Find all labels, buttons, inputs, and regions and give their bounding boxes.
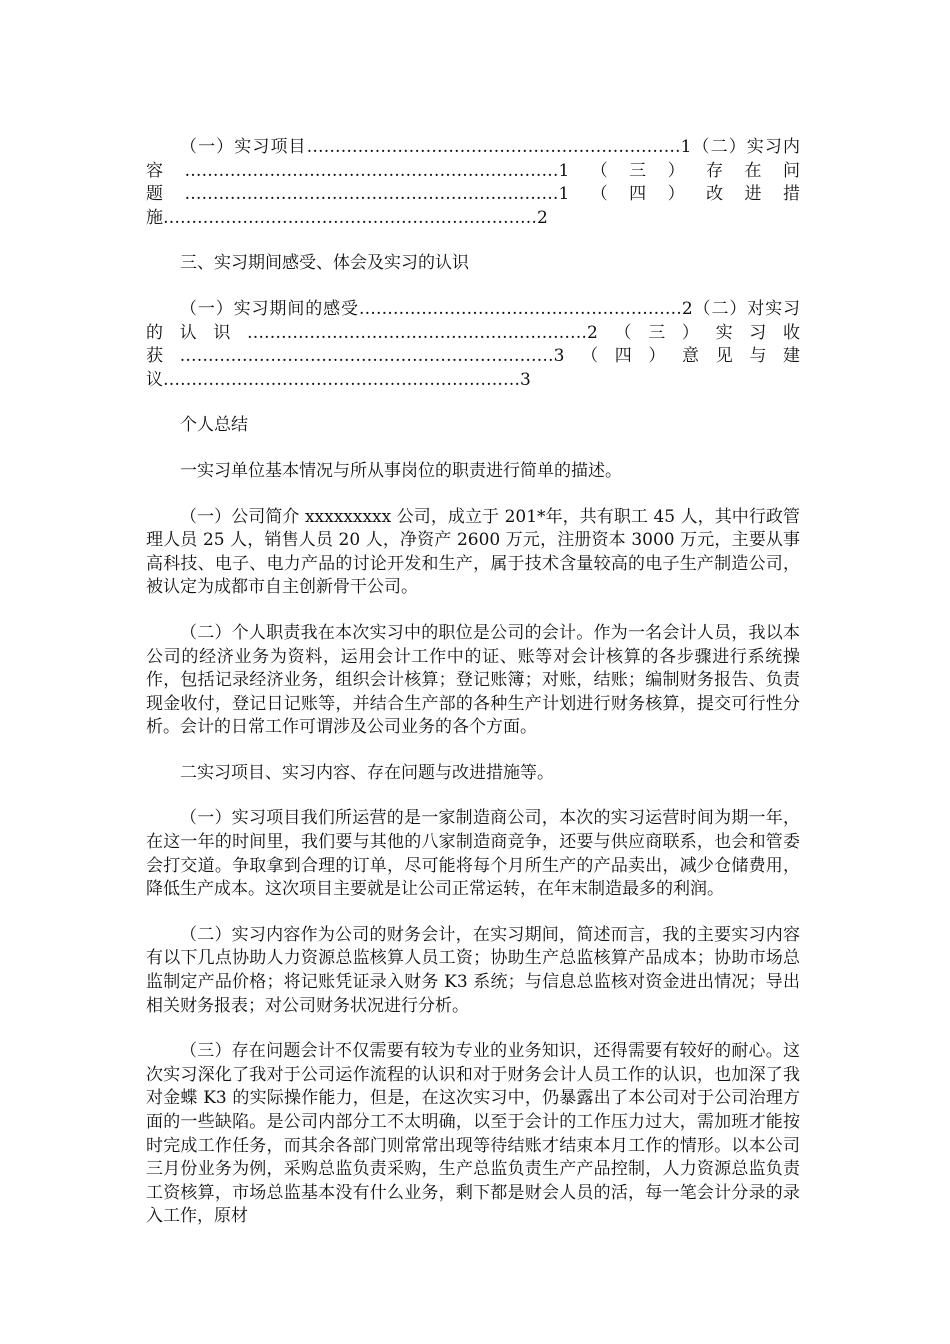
toc-heading-3: 三、实习期间感受、体会及实习的认识	[180, 253, 469, 274]
paragraph-problems: （三）存在问题会计不仅需要有较为专业的业务知识，还得需要有较好的耐心。这次实习深化了我对于公司运作流程的认识和对于财务会计人员工作的认识，也加深了我对金蝶 K3 的实际操作能力，但是，在这次实习中，仍暴露出了本公司对于公司治理方面的一些缺陷。是公司内部分工不太明确，以至于会计的工作压力过大，需加班才能按时完成工作任务，而其余各部门则常常出现等待结账才结束本月工作的情形。以本公司三月份业务为例，采购总监负责采购，生产总监负责生产产品控制，人力资源总监负责工资核算，市场总监基本没有什么业务，剩下都是财会人员的活，每一笔会计分录的录入工作，原材	[146, 1041, 800, 1227]
section-2-heading: 二实习项目、实习内容、存在问题与改进措施等。	[180, 762, 554, 783]
paragraph-project: （一）实习项目我们所运营的是一家制造商公司，本次的实习运营时间为期一年，在这一年的时间里，我们要与其他的八家制造商竞争，还要与供应商联系，也会和管委会打交道。争取拿到合理的订单，尽可能将每个月所生产的产品卖出，减少仓储费用，降低生产成本。这次项目主要就是让公司正常运转，在年末制造最多的利润。	[146, 808, 800, 900]
paragraph-personal-duty: （二）个人职责我在本次实习中的职位是公司的会计。作为一名会计人员，我以本公司的经济业务为资料，运用会计工作中的证、账等对会计核算的各步骤进行系统操作，包括记录经济业务，组织会计核算；登记账簿；对账，结账；编制财务报告、负责现金收付，登记日记账等，并结合生产部的各种生产计划进行财务核算，提交可行性分析。会计的日常工作可谓涉及公司业务的各个方面。	[146, 622, 800, 738]
toc-block-1: （一）实习项目…………………………………………………………1（二）实习内容…………………………………………………………1（三）存在问题…………………………………………………………1（四）改进措施…………………………………………………………2	[146, 137, 800, 228]
toc-block-2: （一）实习期间的感受…………………………………………………2（二）对实习的认识……………………………………………………2（三）实习收获…………………………………………………………3（四）意见与建议………………………………………………………3	[146, 298, 800, 390]
paragraph-content: （二）实习内容作为公司的财务会计，在实习期间，简述而言，我的主要实习内容有以下几点协助人力资源总监核算人员工资；协助生产总监核算产品成本；协助市场总监制定产品价格；将记账凭证录入财务 K3 系统；与信息总监核对资金进出情况；导出相关财务报表；对公司财务状况进行分析。	[146, 924, 800, 1016]
document-page	[146, 136, 800, 1229]
paragraph-company-intro: （一）公司简介 xxxxxxxxx 公司，成立于 201*年，共有职工 45 人，其中行政管理人员 25 人，销售人员 20 人，净资产 2600 万元，注册资本 3000 万元，主要从事高科技、电子、电力产品的讨论开发和生产，属于技术含量较高的电子生产制造公司，被认定为成都市自主创新骨干公司。	[146, 506, 800, 598]
summary-title: 个人总结	[180, 415, 248, 436]
section-1-heading: 一实习单位基本情况与所从事岗位的职责进行简单的描述。	[180, 460, 622, 481]
